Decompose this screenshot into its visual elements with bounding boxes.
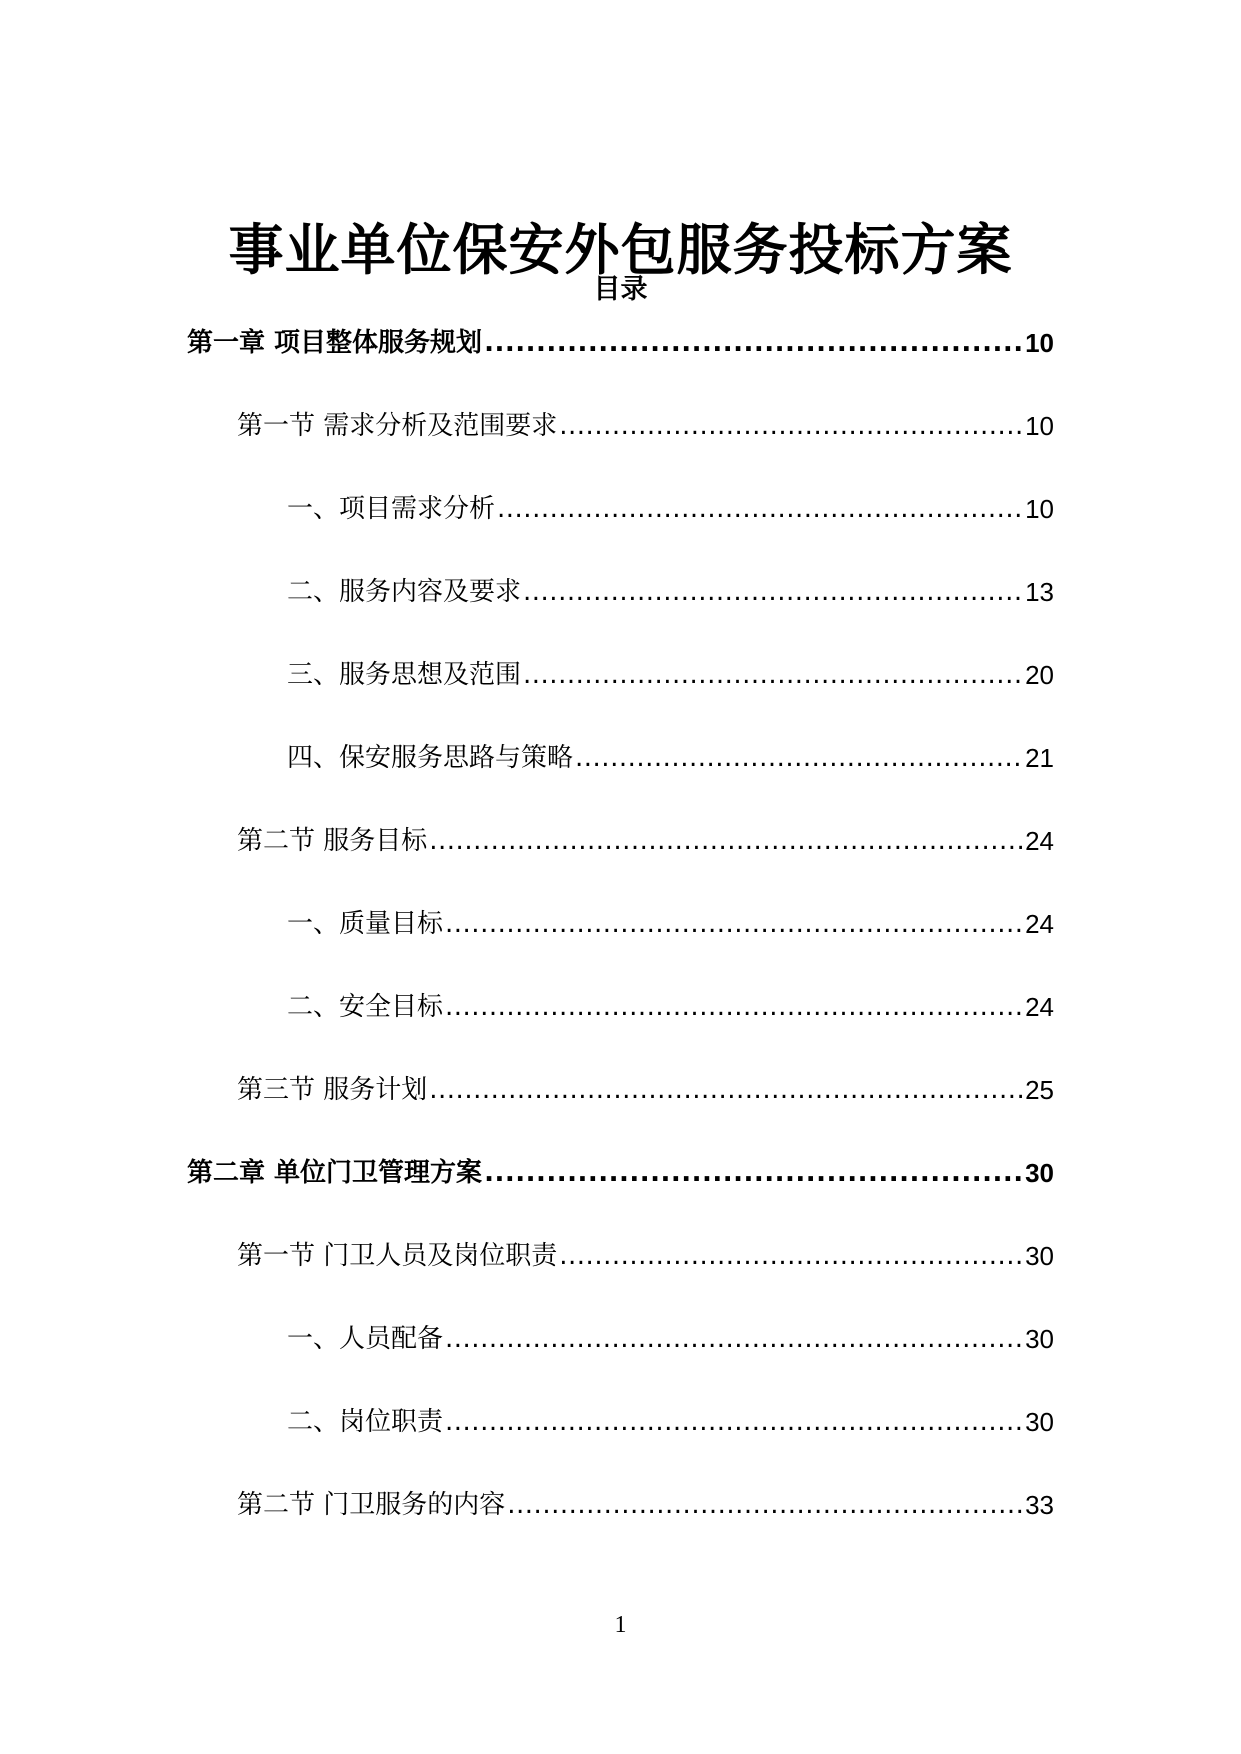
toc-dot-leader xyxy=(575,741,1023,775)
toc-entry-label: 第二节 门卫服务的内容 xyxy=(237,1490,506,1520)
toc-entry-page: 10 xyxy=(1025,494,1054,524)
toc-dot-leader xyxy=(445,1405,1023,1439)
toc-entry-label: 三、服务思想及范围 xyxy=(287,660,522,690)
toc-entry-page: 30 xyxy=(1025,1324,1054,1354)
toc-entry-chapter-2[interactable] xyxy=(187,1150,1054,1190)
toc-entry-label: 第二节 服务目标 xyxy=(237,826,428,856)
toc-entry-label: 二、岗位职责 xyxy=(287,1407,444,1437)
toc-dot-leader xyxy=(523,575,1023,609)
toc-dot-leader xyxy=(559,409,1023,443)
toc-entry-label: 第一节 需求分析及范围要求 xyxy=(237,411,558,441)
toc-entry-page: 24 xyxy=(1025,992,1054,1022)
toc-entry-page: 33 xyxy=(1025,1490,1054,1520)
toc-entry-page: 20 xyxy=(1025,660,1054,690)
toc-dot-leader xyxy=(497,492,1023,526)
toc-dot-leader xyxy=(445,907,1023,941)
toc-entry-subsection[interactable] xyxy=(287,735,1054,775)
toc-entry-label: 四、保安服务思路与策略 xyxy=(287,743,574,773)
toc-dot-leader xyxy=(507,1488,1023,1522)
toc-entry-page: 24 xyxy=(1025,909,1054,939)
toc-entry-section[interactable] xyxy=(237,818,1054,858)
toc-dot-leader xyxy=(445,990,1023,1024)
toc-dot-leader xyxy=(484,1156,1023,1190)
toc-entry-section[interactable] xyxy=(237,1233,1054,1273)
toc-heading: 目录 xyxy=(593,274,648,305)
toc-entry-page: 24 xyxy=(1025,826,1054,856)
toc-entry-page: 30 xyxy=(1025,1158,1054,1188)
toc-dot-leader xyxy=(445,1322,1023,1356)
toc-entry-page: 30 xyxy=(1025,1407,1054,1437)
toc-entry-label: 一、项目需求分析 xyxy=(287,494,496,524)
toc-entry-page: 10 xyxy=(1025,411,1054,441)
toc-entry-page: 10 xyxy=(1025,328,1054,358)
toc-entry-page: 21 xyxy=(1025,743,1054,773)
toc-entry-section[interactable] xyxy=(237,1067,1054,1107)
toc-entry-subsection[interactable] xyxy=(287,1399,1054,1439)
toc-entry-section[interactable] xyxy=(237,1482,1054,1522)
toc-entry-chapter-1[interactable] xyxy=(187,320,1054,360)
toc-entry-label: 一、人员配备 xyxy=(287,1324,444,1354)
toc-dot-leader xyxy=(429,824,1023,858)
toc-entry-subsection[interactable] xyxy=(287,569,1054,609)
page-number: 1 xyxy=(614,1612,627,1638)
toc-entry-label: 二、安全目标 xyxy=(287,992,444,1022)
document-title: 事业单位保安外包服务投标方案 xyxy=(228,217,1013,282)
toc-entry-subsection[interactable] xyxy=(287,984,1054,1024)
toc-entry-page: 25 xyxy=(1025,1075,1054,1105)
toc-entry-subsection[interactable] xyxy=(287,1316,1054,1356)
toc-entry-subsection[interactable] xyxy=(287,486,1054,526)
toc-entry-label: 第一章 项目整体服务规划 xyxy=(187,328,483,358)
toc-entry-page: 30 xyxy=(1025,1241,1054,1271)
toc-entry-label: 第一节 门卫人员及岗位职责 xyxy=(237,1241,558,1271)
toc-dot-leader xyxy=(523,658,1023,692)
toc-dot-leader xyxy=(429,1073,1023,1107)
toc-entry-label: 一、质量目标 xyxy=(287,909,444,939)
toc-entry-section[interactable] xyxy=(237,403,1054,443)
toc-entry-label: 第三节 服务计划 xyxy=(237,1075,428,1105)
toc-entry-label: 第二章 单位门卫管理方案 xyxy=(187,1158,483,1188)
toc-entry-subsection[interactable] xyxy=(287,652,1054,692)
toc-dot-leader xyxy=(559,1239,1023,1273)
toc-entry-page: 13 xyxy=(1025,577,1054,607)
toc-entry-subsection[interactable] xyxy=(287,901,1054,941)
toc-entry-label: 二、服务内容及要求 xyxy=(287,577,522,607)
toc-dot-leader xyxy=(484,326,1023,360)
